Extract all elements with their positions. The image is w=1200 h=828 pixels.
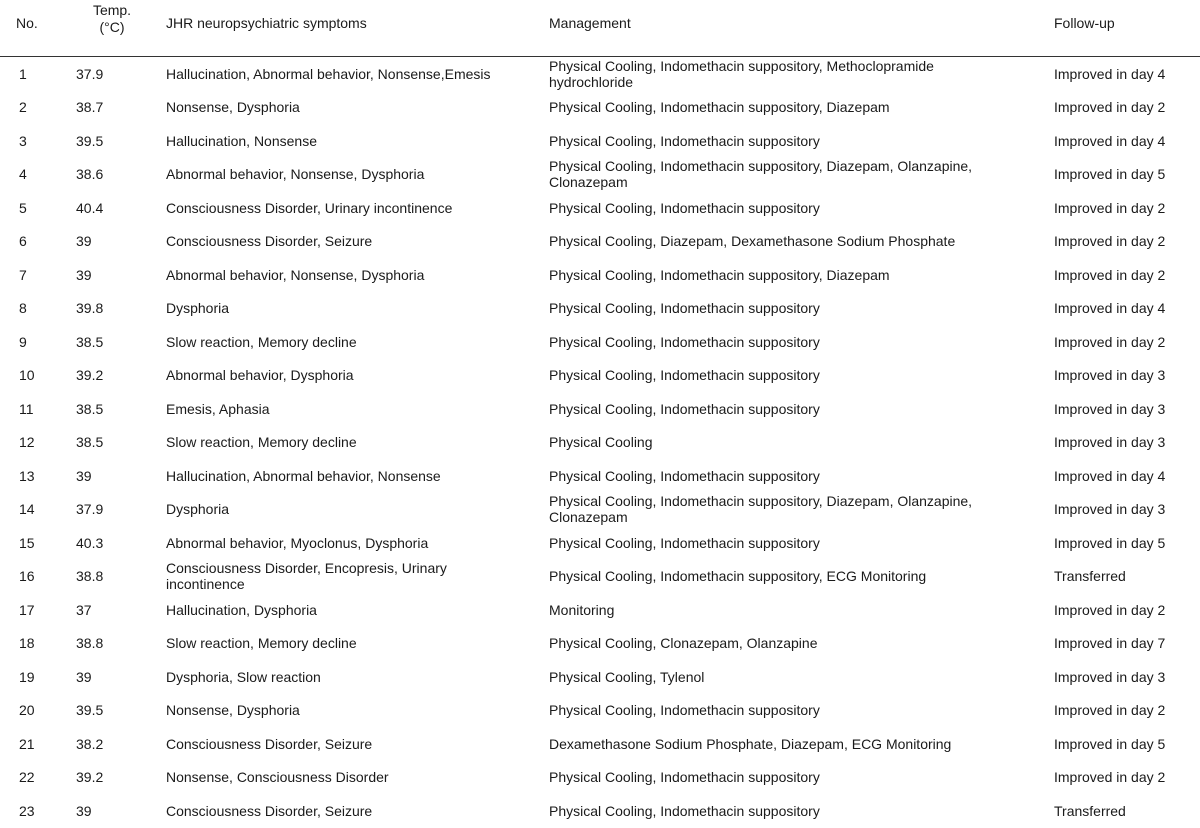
cell-management-line1: Physical Cooling, Indomethacin suppository xyxy=(549,333,820,350)
cell-temp: 37.9 xyxy=(76,65,104,82)
table-header xyxy=(0,0,1200,57)
cell-management xyxy=(549,602,1029,618)
cell-followup: Improved in day 7 xyxy=(1054,635,1166,652)
cell-management-line1: Physical Cooling, Tylenol xyxy=(549,668,705,685)
cell-temp: 39 xyxy=(76,233,92,250)
cell-management-line1: Physical Cooling, Indomethacin suppository xyxy=(549,802,820,819)
cell-temp: 39 xyxy=(76,668,92,685)
table-row xyxy=(0,91,1200,125)
cell-temp: 37.9 xyxy=(76,501,104,518)
cell-symptoms-line1: Dysphoria, Slow reaction xyxy=(166,668,321,685)
cell-symptoms-line1: Hallucination, Dysphoria xyxy=(166,601,317,618)
cell-symptoms xyxy=(166,560,546,592)
cell-no: 16 xyxy=(19,568,35,585)
cell-temp: 39.5 xyxy=(76,132,104,149)
cell-management xyxy=(549,635,1029,651)
cell-symptoms-line1: Abnormal behavior, Nonsense, Dysphoria xyxy=(166,266,425,283)
cell-followup: Improved in day 4 xyxy=(1054,65,1166,82)
cell-management-line1: Monitoring xyxy=(549,601,615,618)
cell-management-line1: Physical Cooling, Indomethacin suppository, Methoclopramide xyxy=(549,57,934,74)
cell-management-line1: Physical Cooling, Clonazepam, Olanzapine xyxy=(549,635,818,652)
cell-temp: 40.4 xyxy=(76,199,104,216)
cell-management xyxy=(549,334,1029,350)
cell-symptoms-line1: Slow reaction, Memory decline xyxy=(166,333,357,350)
cell-symptoms-line1: Nonsense, Dysphoria xyxy=(166,99,300,116)
cell-management-line1: Physical Cooling, Indomethacin suppository xyxy=(549,400,820,417)
cell-no: 1 xyxy=(19,65,27,82)
cell-management-line1: Physical Cooling, Indomethacin suppository xyxy=(549,300,820,317)
cell-followup: Improved in day 2 xyxy=(1054,333,1166,350)
header-temp-line2: (°C) xyxy=(99,19,125,35)
cell-followup: Improved in day 3 xyxy=(1054,501,1166,518)
cell-temp: 39 xyxy=(76,467,92,484)
cell-management xyxy=(549,769,1029,785)
cell-management-line1: Physical Cooling, Indomethacin suppository, Diazepam xyxy=(549,99,890,116)
cell-symptoms xyxy=(166,702,546,718)
cell-symptoms-line1: Consciousness Disorder, Seizure xyxy=(166,233,373,250)
cell-temp: 38.2 xyxy=(76,735,104,752)
cell-management-line1: Physical Cooling, Indomethacin suppository xyxy=(549,702,820,719)
cell-management xyxy=(549,99,1029,115)
table-row xyxy=(0,57,1200,91)
cell-symptoms xyxy=(166,736,546,752)
header-no: No. xyxy=(16,15,38,31)
cell-management xyxy=(549,669,1029,685)
cell-management xyxy=(549,803,1029,819)
cell-symptoms xyxy=(166,334,546,350)
table-row xyxy=(0,258,1200,292)
cell-symptoms-line1: Dysphoria xyxy=(166,501,230,518)
cell-management-line1: Physical Cooling, Indomethacin suppository xyxy=(549,367,820,384)
cell-no: 13 xyxy=(19,467,35,484)
cell-temp: 38.8 xyxy=(76,635,104,652)
table-row xyxy=(0,325,1200,359)
cell-followup: Improved in day 2 xyxy=(1054,99,1166,116)
cell-symptoms xyxy=(166,166,546,182)
cell-no: 9 xyxy=(19,333,27,350)
cell-symptoms-line1: Consciousness Disorder, Seizure xyxy=(166,802,373,819)
cell-management-line1: Physical Cooling, Indomethacin suppository, Diazepam xyxy=(549,266,890,283)
cell-symptoms xyxy=(166,300,546,316)
table-row xyxy=(0,794,1200,828)
cell-management xyxy=(549,401,1029,417)
table-row xyxy=(0,526,1200,560)
cell-symptoms xyxy=(166,401,546,417)
cell-no: 23 xyxy=(19,802,35,819)
cell-management xyxy=(549,233,1029,249)
table-body xyxy=(0,57,1200,828)
cell-followup: Improved in day 2 xyxy=(1054,769,1166,786)
table-row xyxy=(0,493,1200,527)
cell-followup: Transferred xyxy=(1054,802,1126,819)
cell-symptoms xyxy=(166,769,546,785)
cell-followup: Improved in day 2 xyxy=(1054,199,1166,216)
cell-temp: 39 xyxy=(76,802,92,819)
cell-symptoms xyxy=(166,367,546,383)
cell-followup: Improved in day 2 xyxy=(1054,233,1166,250)
cell-temp: 39.5 xyxy=(76,702,104,719)
table-row xyxy=(0,560,1200,594)
cell-followup: Improved in day 3 xyxy=(1054,434,1166,451)
cell-no: 7 xyxy=(19,266,27,283)
cell-followup: Improved in day 3 xyxy=(1054,367,1166,384)
cell-symptoms-line1: Hallucination, Nonsense xyxy=(166,132,317,149)
cell-followup: Improved in day 2 xyxy=(1054,702,1166,719)
cell-management xyxy=(549,300,1029,316)
cell-symptoms xyxy=(166,635,546,651)
cell-management xyxy=(549,267,1029,283)
cell-no: 6 xyxy=(19,233,27,250)
cell-followup: Improved in day 3 xyxy=(1054,400,1166,417)
cell-symptoms xyxy=(166,501,546,517)
cell-no: 12 xyxy=(19,434,35,451)
cell-symptoms-line1: Abnormal behavior, Nonsense, Dysphoria xyxy=(166,166,425,183)
cell-management xyxy=(549,133,1029,149)
table-row xyxy=(0,158,1200,192)
cell-symptoms xyxy=(166,602,546,618)
cell-no: 4 xyxy=(19,166,27,183)
cell-followup: Improved in day 4 xyxy=(1054,467,1166,484)
cell-symptoms-line1: Hallucination, Abnormal behavior, Nonsense,Emesis xyxy=(166,65,491,82)
cell-symptoms xyxy=(166,434,546,450)
cell-management xyxy=(549,158,1029,190)
table-row xyxy=(0,292,1200,326)
cell-temp: 39.8 xyxy=(76,300,104,317)
cell-symptoms-line1: Slow reaction, Memory decline xyxy=(166,635,357,652)
cell-followup: Improved in day 2 xyxy=(1054,266,1166,283)
cell-temp: 38.8 xyxy=(76,568,104,585)
cell-symptoms-line1: Consciousness Disorder, Urinary incontinence xyxy=(166,199,453,216)
cell-symptoms-line1: Slow reaction, Memory decline xyxy=(166,434,357,451)
cell-no: 5 xyxy=(19,199,27,216)
cell-followup: Improved in day 4 xyxy=(1054,132,1166,149)
table-row xyxy=(0,459,1200,493)
cell-management-line1: Physical Cooling, Indomethacin suppository, Diazepam, Olanzapine, xyxy=(549,493,973,510)
cell-temp: 39 xyxy=(76,266,92,283)
cell-no: 10 xyxy=(19,367,35,384)
cell-management-line2: Clonazepam xyxy=(549,174,628,191)
header-management: Management xyxy=(549,15,631,31)
cell-management xyxy=(549,468,1029,484)
cell-temp: 39.2 xyxy=(76,769,104,786)
cell-management xyxy=(549,58,1029,90)
cell-followup: Improved in day 5 xyxy=(1054,735,1166,752)
table-row xyxy=(0,627,1200,661)
cell-followup: Transferred xyxy=(1054,568,1126,585)
cell-symptoms xyxy=(166,468,546,484)
cell-management-line2: hydrochloride xyxy=(549,73,634,90)
cell-management xyxy=(549,535,1029,551)
header-symptoms: JHR neuropsychiatric symptoms xyxy=(166,15,367,31)
cell-symptoms-line1: Dysphoria xyxy=(166,300,230,317)
cell-management xyxy=(549,367,1029,383)
table-row xyxy=(0,694,1200,728)
cell-no: 17 xyxy=(19,601,35,618)
cell-symptoms-line1: Consciousness Disorder, Encopresis, Urinary xyxy=(166,560,447,577)
cell-symptoms-line2: incontinence xyxy=(166,576,245,593)
cell-symptoms xyxy=(166,233,546,249)
cell-no: 15 xyxy=(19,534,35,551)
cell-management xyxy=(549,200,1029,216)
table-row xyxy=(0,359,1200,393)
cell-symptoms xyxy=(166,200,546,216)
cell-symptoms-line1: Hallucination, Abnormal behavior, Nonsense xyxy=(166,467,441,484)
header-followup: Follow-up xyxy=(1054,15,1115,31)
cell-symptoms xyxy=(166,669,546,685)
header-temp-line1: Temp. xyxy=(92,2,132,18)
cell-management-line2: Clonazepam xyxy=(549,509,628,526)
cell-no: 3 xyxy=(19,132,27,149)
cell-management-line1: Physical Cooling, Indomethacin suppository, ECG Monitoring xyxy=(549,568,927,585)
table-row xyxy=(0,225,1200,259)
cell-management-line1: Physical Cooling, Indomethacin suppository xyxy=(549,467,820,484)
cell-symptoms xyxy=(166,267,546,283)
cell-management-line1: Physical Cooling, Diazepam, Dexamethasone Sodium Phosphate xyxy=(549,233,956,250)
cell-symptoms-line1: Nonsense, Consciousness Disorder xyxy=(166,769,389,786)
cell-symptoms-line1: Consciousness Disorder, Seizure xyxy=(166,735,373,752)
cell-management xyxy=(549,702,1029,718)
cell-followup: Improved in day 5 xyxy=(1054,166,1166,183)
cell-followup: Improved in day 4 xyxy=(1054,300,1166,317)
table-row xyxy=(0,426,1200,460)
cell-temp: 38.6 xyxy=(76,166,104,183)
cell-no: 22 xyxy=(19,769,35,786)
table-row xyxy=(0,761,1200,795)
cell-no: 11 xyxy=(19,400,34,417)
cell-symptoms xyxy=(166,99,546,115)
cell-symptoms-line1: Emesis, Aphasia xyxy=(166,400,270,417)
cell-management xyxy=(549,568,1029,584)
table-row xyxy=(0,124,1200,158)
cell-no: 8 xyxy=(19,300,27,317)
cell-management-line1: Physical Cooling xyxy=(549,434,653,451)
table-row xyxy=(0,392,1200,426)
cell-symptoms xyxy=(166,66,546,82)
cell-symptoms xyxy=(166,803,546,819)
cell-temp: 39.2 xyxy=(76,367,104,384)
cell-management xyxy=(549,434,1029,450)
cell-no: 14 xyxy=(19,501,35,518)
cell-management-line1: Physical Cooling, Indomethacin suppository xyxy=(549,534,820,551)
cell-management-line1: Dexamethasone Sodium Phosphate, Diazepam, ECG Monitoring xyxy=(549,735,952,752)
cell-no: 21 xyxy=(19,735,35,752)
cell-symptoms xyxy=(166,133,546,149)
cell-no: 2 xyxy=(19,99,27,116)
table-row xyxy=(0,191,1200,225)
cell-followup: Improved in day 5 xyxy=(1054,534,1166,551)
cell-temp: 38.5 xyxy=(76,400,104,417)
header-temp xyxy=(82,2,142,36)
cell-followup: Improved in day 2 xyxy=(1054,601,1166,618)
cell-temp: 38.7 xyxy=(76,99,104,116)
cell-symptoms-line1: Nonsense, Dysphoria xyxy=(166,702,300,719)
cell-temp: 38.5 xyxy=(76,333,104,350)
cell-no: 20 xyxy=(19,702,35,719)
cell-symptoms xyxy=(166,535,546,551)
cell-temp: 37 xyxy=(76,601,92,618)
table-row xyxy=(0,660,1200,694)
cell-temp: 40.3 xyxy=(76,534,104,551)
cell-management xyxy=(549,736,1029,752)
cell-management-line1: Physical Cooling, Indomethacin suppository, Diazepam, Olanzapine, xyxy=(549,158,973,175)
table-row xyxy=(0,593,1200,627)
table-row xyxy=(0,727,1200,761)
cell-symptoms-line1: Abnormal behavior, Dysphoria xyxy=(166,367,354,384)
cell-no: 18 xyxy=(19,635,35,652)
cell-management-line1: Physical Cooling, Indomethacin suppository xyxy=(549,769,820,786)
cell-followup: Improved in day 3 xyxy=(1054,668,1166,685)
cell-no: 19 xyxy=(19,668,35,685)
cell-management-line1: Physical Cooling, Indomethacin suppository xyxy=(549,132,820,149)
cell-temp: 38.5 xyxy=(76,434,104,451)
cell-symptoms-line1: Abnormal behavior, Myoclonus, Dysphoria xyxy=(166,534,429,551)
cell-management-line1: Physical Cooling, Indomethacin suppository xyxy=(549,199,820,216)
cell-management xyxy=(549,493,1029,525)
